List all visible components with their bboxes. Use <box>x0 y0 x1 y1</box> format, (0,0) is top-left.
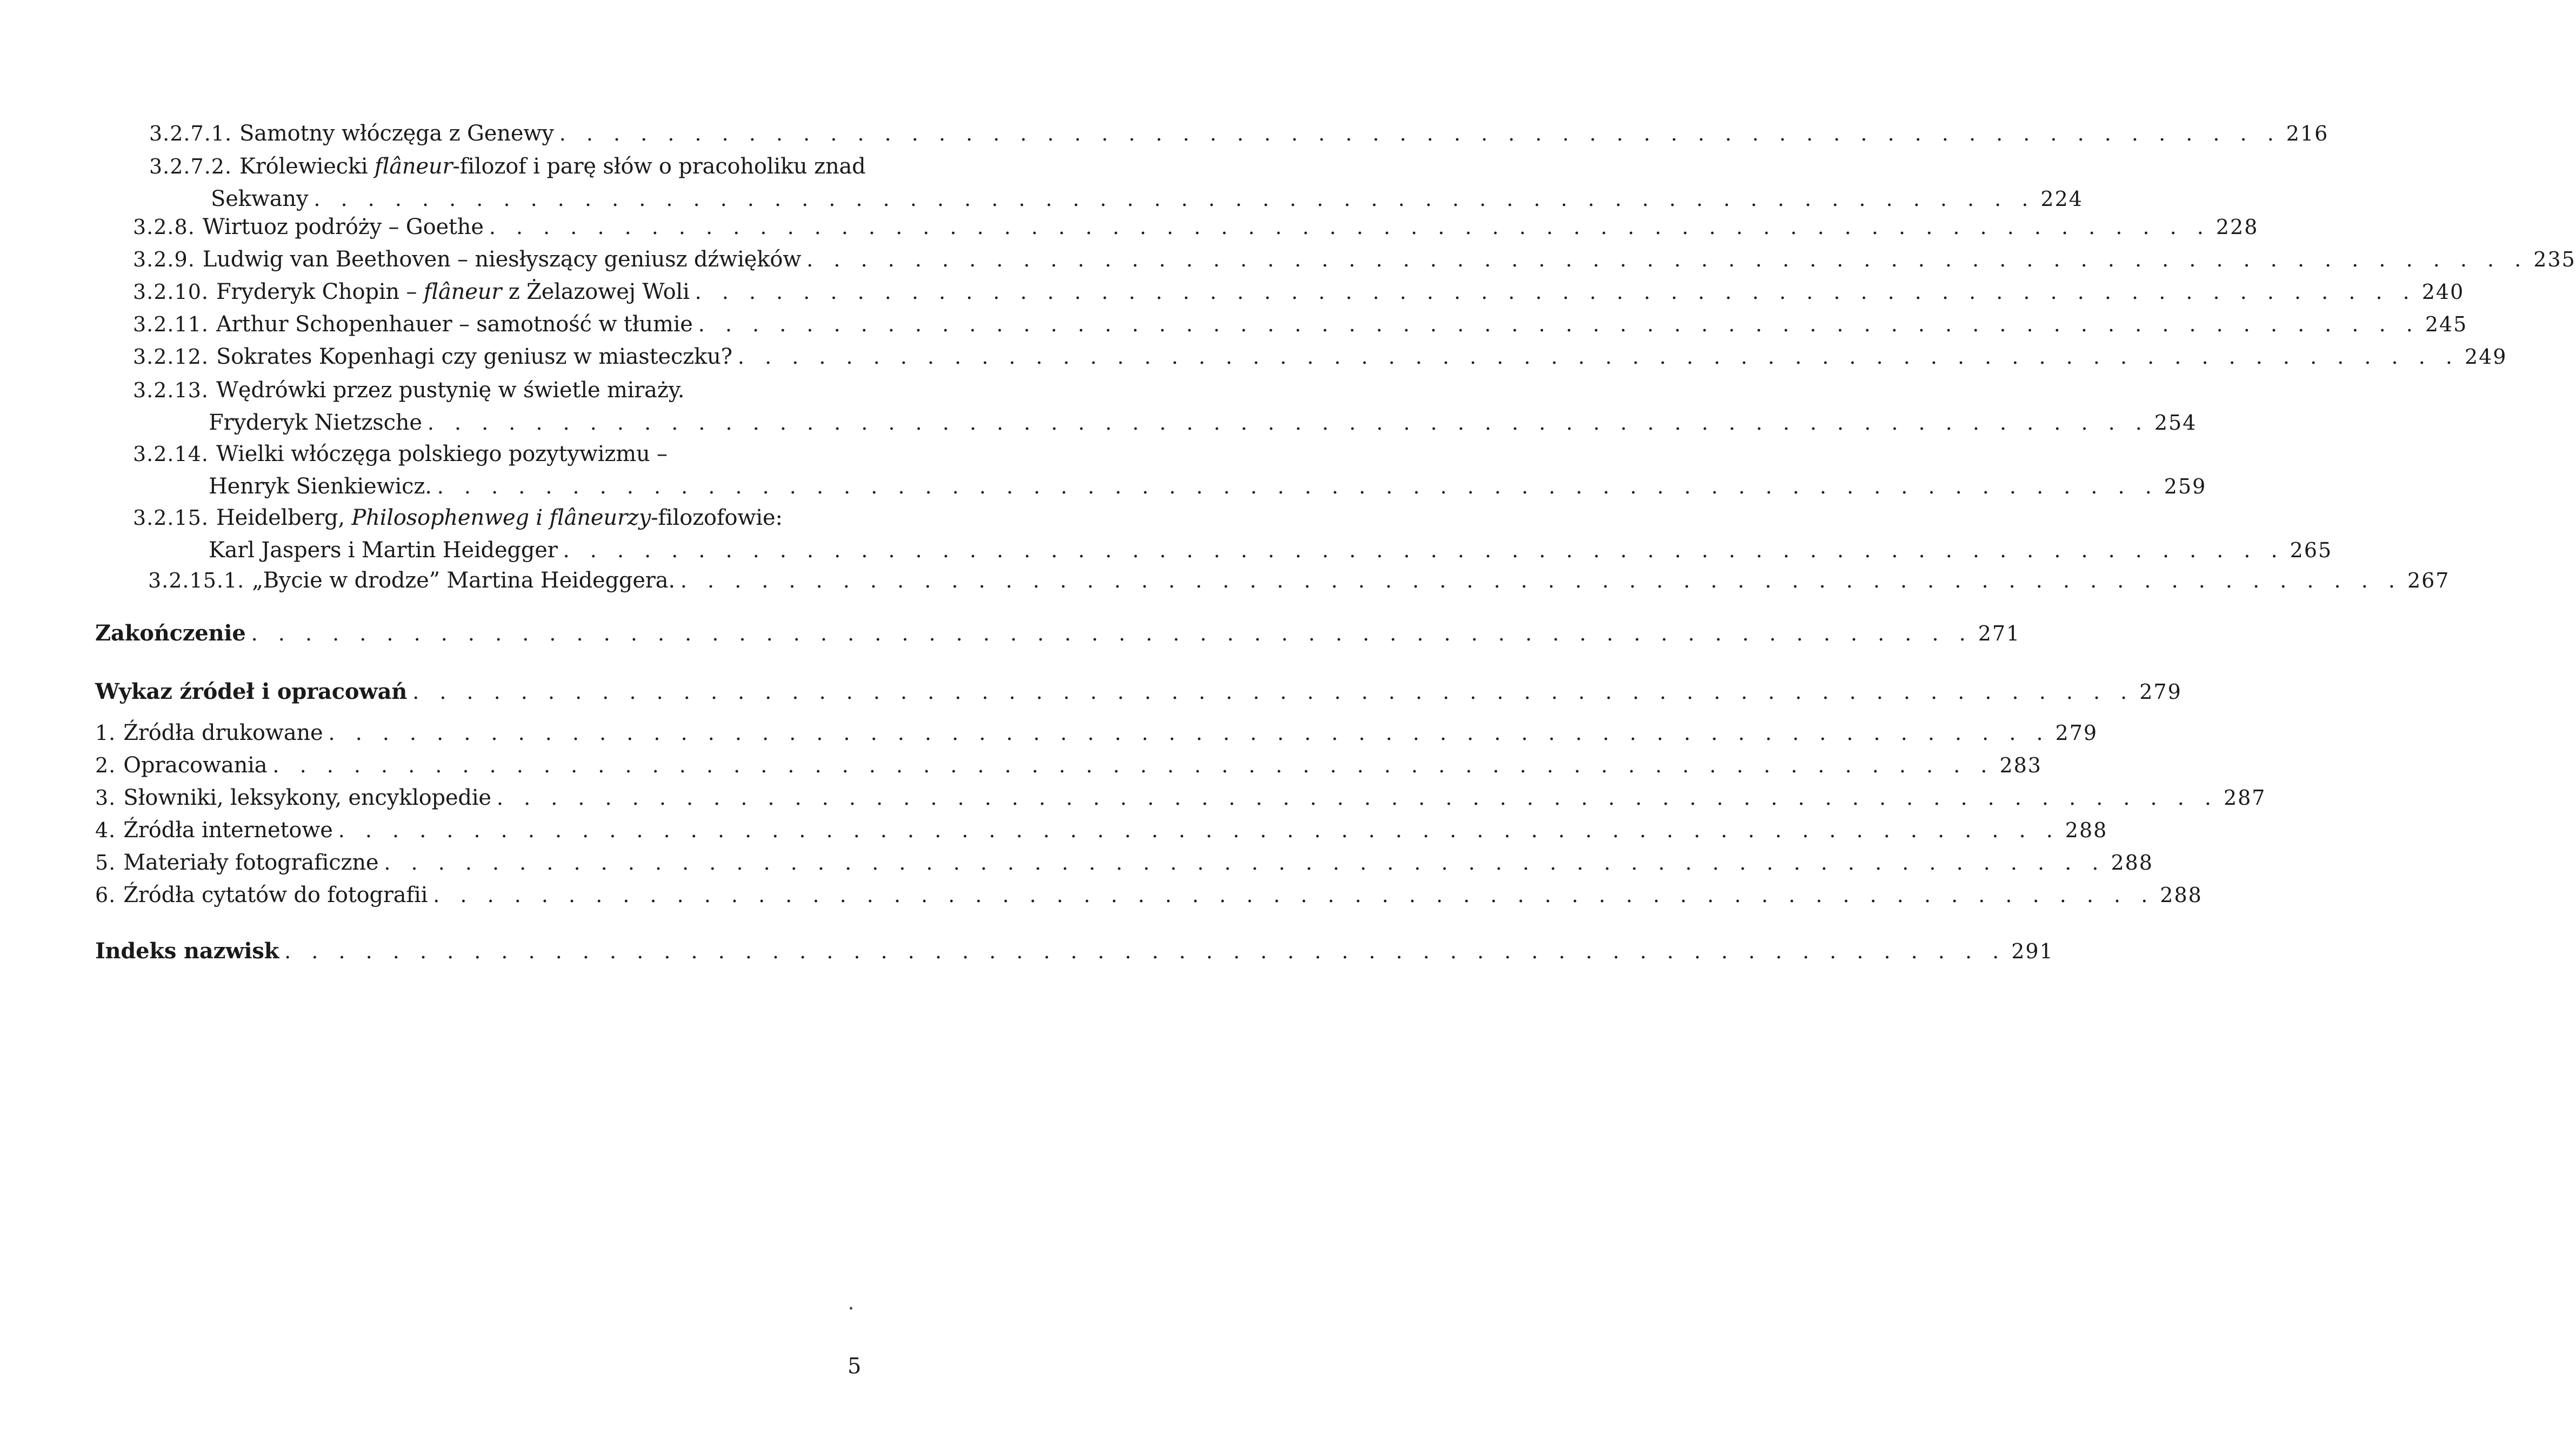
entry-title: Wielki włóczęga polskiego pozytywizmu – <box>216 442 668 466</box>
entry-page: 283 <box>1999 753 2042 777</box>
leader-dots: . . . . . . . . . . . . . . . . . . . . . . . . . . . . . . . . . . . . . . . . . . . . . . . . . . . . . . . . . . . . . . . . <box>698 312 2420 336</box>
entry-number: 3.2.8. <box>133 215 195 239</box>
toc-entry <box>133 243 2576 276</box>
section-title: Zakończenie <box>95 620 246 646</box>
toc-entry <box>133 438 2207 503</box>
leader-dots: . . . . . . . . . . . . . . . . . . . . . . . . . . . . . . . . . . . . . . . . . . . . . . . . . . . . . . . . . . . . . . . . <box>437 475 2159 498</box>
leader-dots: . . . . . . . . . . . . . . . . . . . . . . . . . . . . . . . . . . . . . . . . . . . . . . . . . . . . . . . . . . . . . . . . <box>328 721 2050 745</box>
print-speck <box>850 1307 852 1310</box>
leader-dots: . . . . . . . . . . . . . . . . . . . . . . . . . . . . . . . . . . . . . . . . . . . . . . . . . . . . . . . . . . . . . . . . <box>563 538 2285 562</box>
entry-number: 2. <box>95 753 116 777</box>
entry-title: Królewiecki flâneur-filozof i parę słów o pracoholiku znad <box>239 154 866 179</box>
entry-title: Sokrates Kopenhagi czy geniusz w miasteczku? <box>216 344 732 369</box>
entry-page: 267 <box>2407 569 2450 592</box>
entry-number: 3.2.10. <box>133 280 209 304</box>
entry-number: 5. <box>95 851 116 875</box>
leader-dots: . . . . . . . . . . . . . . . . . . . . . . . . . . . . . . . . . . . . . . . . . . . . . . . . . . . . . . . . . . . . . . . . <box>806 248 2528 271</box>
entry-page: 224 <box>2040 187 2083 211</box>
entry-page: 287 <box>2223 786 2266 810</box>
entry-number: 3.2.14. <box>133 442 209 466</box>
entry-title: Źródła cytatów do fotografii <box>123 883 428 907</box>
entry-number: 6. <box>95 883 116 907</box>
entry-title: Słowniki, leksykony, encyklopedie <box>123 785 491 810</box>
leader-dots: . . . . . . . . . . . . . . . . . . . . . . . . . . . . . . . . . . . . . . . . . . . . . . . . . . . . . . . . . . . . . . . . <box>412 680 2134 704</box>
toc-entry <box>95 879 2203 911</box>
toc-entry <box>133 308 2468 341</box>
entry-page: 249 <box>2464 345 2507 369</box>
entry-number: 3.2.11. <box>133 312 209 336</box>
entry-title: Materiały fotograficzne <box>123 850 379 875</box>
toc-entry <box>95 814 2108 846</box>
entry-title: Arthur Schopenhauer – samotność w tłumie <box>216 312 693 337</box>
entry-title: Fryderyk Chopin – flâneur z Żelazowej Woli <box>216 279 690 304</box>
leader-dots: . . . . . . . . . . . . . . . . . . . . . . . . . . . . . . . . . . . . . . . . . . . . . . . . . . . . . . . . . . . . . . . . <box>427 411 2149 435</box>
toc-entry <box>149 117 2329 150</box>
leader-dots: . . . . . . . . . . . . . . . . . . . . . . . . . . . . . . . . . . . . . . . . . . . . . . . . . . . . . . . . . . . . . . . . <box>496 786 2218 810</box>
section-title: Wykaz źródeł i opracowań <box>95 679 408 704</box>
entry-page: 288 <box>2111 851 2153 875</box>
entry-title: Opracowania <box>123 753 268 778</box>
entry-number: 3.2.7.1. <box>149 122 232 145</box>
toc-entry <box>133 211 2259 243</box>
entry-title-continued: Karl Jaspers i Martin Heidegger <box>209 538 558 563</box>
leader-dots: . . . . . . . . . . . . . . . . . . . . . . . . . . . . . . . . . . . . . . . . . . . . . . . . . . . . . . . . . . . . . . . . <box>338 818 2060 842</box>
entry-title: Ludwig van Beethoven – niesłyszący geniusz dźwięków <box>202 247 802 272</box>
toc-entry <box>133 502 2333 566</box>
entry-page: 245 <box>2425 312 2468 336</box>
entry-number: 3.2.13. <box>133 378 209 402</box>
toc-entry <box>149 150 2083 215</box>
leader-dots: . . . . . . . . . . . . . . . . . . . . . . . . . . . . . . . . . . . . . . . . . . . . . . . . . . . . . . . . . . . . . . . . <box>489 215 2211 239</box>
toc-section-conclusion <box>95 617 2021 650</box>
entry-page: 235 <box>2533 248 2576 271</box>
section-page: 291 <box>2011 939 2054 963</box>
entry-number: 3.2.15. <box>133 506 209 530</box>
entry-title: Źródła drukowane <box>123 720 323 745</box>
toc-entry <box>133 276 2465 308</box>
entry-page: 216 <box>2286 122 2329 145</box>
entry-number: 3.2.7.2. <box>149 155 232 178</box>
toc-section-sources <box>95 676 2182 708</box>
entry-number: 3. <box>95 786 116 810</box>
toc-entry <box>95 782 2266 814</box>
entry-number: 1. <box>95 721 116 745</box>
leader-dots: . . . . . . . . . . . . . . . . . . . . . . . . . . . . . . . . . . . . . . . . . . . . . . . . . . . . . . . . . . . . . . . . <box>559 122 2281 145</box>
entry-title-continued: Sekwany <box>211 186 309 211</box>
entry-title: Wędrówki przez pustynię w świetle miraży. <box>216 378 685 403</box>
leader-dots: . . . . . . . . . . . . . . . . . . . . . . . . . . . . . . . . . . . . . . . . . . . . . . . . . . . . . . . . . . . . . . . . <box>272 753 1994 777</box>
entry-page: 240 <box>2421 280 2465 304</box>
toc-entry <box>95 717 2098 749</box>
toc-entry <box>133 341 2507 373</box>
entry-page: 279 <box>2055 721 2098 745</box>
leader-dots: . . . . . . . . . . . . . . . . . . . . . . . . . . . . . . . . . . . . . . . . . . . . . . . . . . . . . . . . . . . . . . . . <box>695 280 2417 304</box>
leader-dots: . . . . . . . . . . . . . . . . . . . . . . . . . . . . . . . . . . . . . . . . . . . . . . . . . . . . . . . . . . . . . . . . <box>737 345 2459 369</box>
entry-title: „Bycie w drodze” Martina Heideggera. <box>252 568 675 593</box>
entry-page: 259 <box>2164 475 2207 498</box>
toc-entry <box>95 846 2153 879</box>
entry-title: Źródła internetowe <box>123 818 333 843</box>
leader-dots: . . . . . . . . . . . . . . . . . . . . . . . . . . . . . . . . . . . . . . . . . . . . . . . . . . . . . . . . . . . . . . . . <box>251 622 1973 645</box>
entry-title-continued: Henryk Sienkiewicz. <box>209 474 432 499</box>
leader-dots: . . . . . . . . . . . . . . . . . . . . . . . . . . . . . . . . . . . . . . . . . . . . . . . . . . . . . . . . . . . . . . . . <box>384 851 2106 875</box>
entry-number: 3.2.12. <box>133 345 209 369</box>
entry-page: 265 <box>2290 538 2333 562</box>
entry-title: Heidelberg, Philosophenweg i flâneurzy-filozofowie: <box>216 505 783 530</box>
entry-page: 254 <box>2154 411 2197 435</box>
entry-number: 4. <box>95 818 116 842</box>
page-number: 5 <box>847 1354 862 1379</box>
toc-entry <box>95 749 2042 782</box>
section-title: Indeks nazwisk <box>95 938 279 964</box>
entry-title-continued: Fryderyk Nietzsche <box>209 410 422 435</box>
entry-number: 3.2.9. <box>133 248 195 271</box>
toc-entry <box>133 374 2197 439</box>
entry-title: Samotny włóczęga z Genewy <box>239 121 554 146</box>
entry-page: 288 <box>2065 818 2108 842</box>
toc-section-index <box>95 935 2054 967</box>
toc-entry <box>148 564 2450 597</box>
leader-dots: . . . . . . . . . . . . . . . . . . . . . . . . . . . . . . . . . . . . . . . . . . . . . . . . . . . . . . . . . . . . . . . . <box>433 883 2155 907</box>
leader-dots: . . . . . . . . . . . . . . . . . . . . . . . . . . . . . . . . . . . . . . . . . . . . . . . . . . . . . . . . . . . . . . . . <box>284 939 2006 963</box>
section-page: 279 <box>2139 680 2182 704</box>
entry-page: 288 <box>2160 883 2203 907</box>
leader-dots: . . . . . . . . . . . . . . . . . . . . . . . . . . . . . . . . . . . . . . . . . . . . . . . . . . . . . . . . . . . . . . . . <box>313 187 2036 211</box>
entry-title: Wirtuoz podróży – Goethe <box>202 215 484 239</box>
entry-number: 3.2.15.1. <box>148 569 245 592</box>
section-page: 271 <box>1978 622 2021 645</box>
leader-dots: . . . . . . . . . . . . . . . . . . . . . . . . . . . . . . . . . . . . . . . . . . . . . . . . . . . . . . . . . . . . . . . . <box>680 569 2402 592</box>
entry-page: 228 <box>2215 215 2259 239</box>
